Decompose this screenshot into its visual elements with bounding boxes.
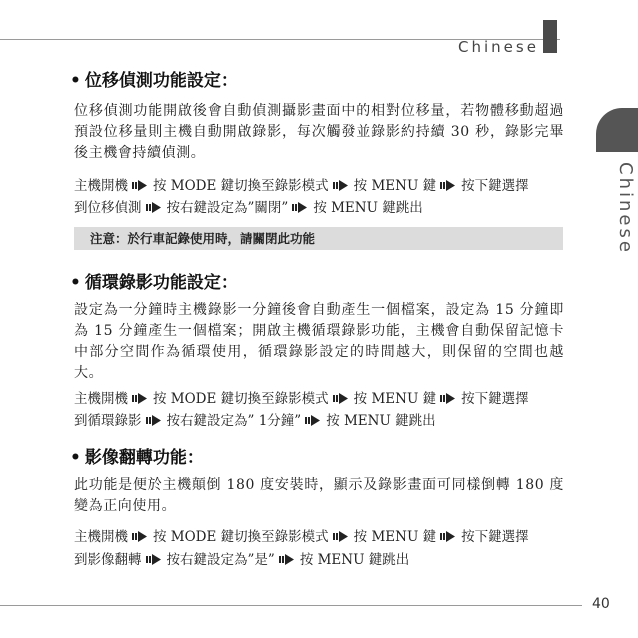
- arrow-right-icon: [440, 393, 455, 404]
- bullet-icon: •: [70, 71, 81, 91]
- section-body-motion-detection: 位移偵測功能開啟後會自動偵測攝影畫面中的相對位移量，若物體移動超過預設位移量則主機自動開啟錄影，每次觸發並錄影約持續 30 秒，錄影完畢後主機會持續偵測。: [74, 103, 564, 161]
- side-tab: [596, 108, 638, 152]
- section-title-loop-recording: • 循環錄影功能設定：: [70, 273, 238, 293]
- header-language-label: Chinese: [458, 38, 539, 56]
- bottom-rule: [0, 605, 582, 606]
- steps-line-flip-2: 到影像翻轉 按右鍵設定為”是” 按 MENU 鍵跳出: [74, 552, 410, 568]
- steps-line-motion-1: 主機開機 按 MODE 鍵切換至錄影模式 按 MENU 鍵 按下鍵選擇: [74, 178, 529, 194]
- arrow-right-icon: [305, 415, 320, 426]
- section-body-image-flip: 此功能是便於主機顛倒 180 度安裝時，顯示及錄影畫面可同樣倒轉 180 度變為正向使用。: [74, 477, 564, 514]
- arrow-right-icon: [146, 415, 161, 426]
- arrow-right-icon: [333, 180, 348, 191]
- bullet-icon: •: [70, 273, 81, 293]
- section-body-loop-recording: 設定為一分鐘時主機錄影一分鐘後會自動產生一個檔案，設定為 15 分鐘即為 15 分鐘產生一個檔案；開啟主機循環錄影功能，主機會自動保留記憶卡中部分空間作為循環使用，循環錄影設定的時間越大，則保留的空間也越大。: [74, 302, 564, 381]
- steps-line-loop-1: 主機開機 按 MODE 鍵切換至錄影模式 按 MENU 鍵 按下鍵選擇: [74, 391, 529, 407]
- arrow-right-icon: [292, 202, 307, 213]
- steps-line-motion-2: 到位移偵測 按右鍵設定為”關閉” 按 MENU 鍵跳出: [74, 200, 423, 216]
- header-block: [543, 20, 557, 53]
- side-tab-label: Chinese: [615, 162, 636, 255]
- arrow-right-icon: [279, 554, 294, 565]
- section-title-motion-detection: • 位移偵測功能設定：: [70, 71, 238, 91]
- steps-line-flip-1: 主機開機 按 MODE 鍵切換至錄影模式 按 MENU 鍵 按下鍵選擇: [74, 529, 529, 545]
- arrow-right-icon: [132, 180, 147, 191]
- bullet-icon: •: [70, 448, 81, 468]
- arrow-right-icon: [132, 531, 147, 542]
- arrow-right-icon: [333, 393, 348, 404]
- arrow-right-icon: [440, 180, 455, 191]
- arrow-right-icon: [146, 202, 161, 213]
- arrow-right-icon: [146, 554, 161, 565]
- page-number: 40: [592, 596, 610, 612]
- arrow-right-icon: [440, 531, 455, 542]
- arrow-right-icon: [333, 531, 348, 542]
- steps-line-loop-2: 到循環錄影 按右鍵設定為” 1分鐘” 按 MENU 鍵跳出: [74, 413, 436, 429]
- note-banner: 注意：於行車記錄使用時，請關閉此功能: [74, 227, 563, 250]
- section-title-image-flip: • 影像翻轉功能：: [70, 448, 204, 468]
- arrow-right-icon: [132, 393, 147, 404]
